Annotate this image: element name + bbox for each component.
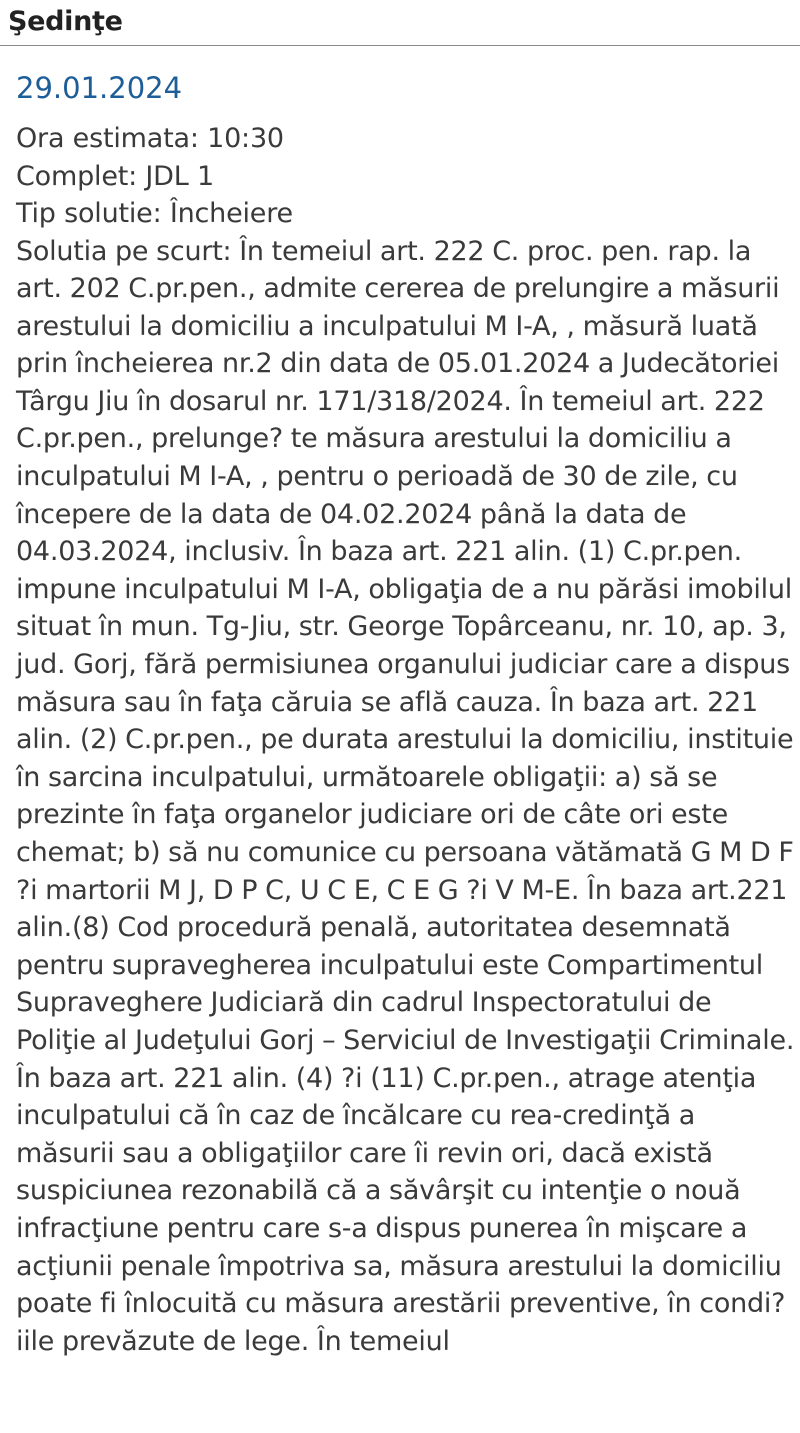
panel: Complet: JDL 1 bbox=[16, 160, 214, 192]
solution-summary: Solutia pe scurt: În temeiul art. 222 C. proc. pen. rap. la art. 202 C.pr.pen., admite cererea de prelungire a măsurii arestului la domiciliu a inculpatului M I-A, , măsură luată prin încheierea nr.2 din data de 05.01.2024 a Judecătoriei Târgu Jiu în dosarul nr. 171/318/2024. În temeiul art. 222 C.pr.pen., prelunge? te măsura arestului la domiciliu a inculpatului M I-A, , pentru o perioadă de 30 de zile, cu începere de la data de 04.02.2024 până la data de 04.03.2024, inclusiv. În baza art. 221 alin. (1) C.pr.pen. impune inculpatului M I-A, obligaţia de a nu părăsi imobilul situat în mun. Tg-Jiu, str. George Topârceanu, nr. 10, ap. 3, jud. Gorj, fără permisiunea organului judiciar care a dispus măsura sau în faţa căruia se află cauza. În baza art. 221 alin. (2) C.pr.pen., pe durata arestului la domiciliu, instituie în sarcina inculpatului, următoarele obligaţii: a) să se prezinte în faţa organelor judiciare ori de câte ori este chemat; b) să nu comunice cu persoana vătămată G M D F ?i martorii M J, D P C, U C E, C E G ?i V M-E. În baza art.221 alin.(8) Cod procedură penală, autoritatea desemnată pentru supravegherea inculpatului este Compartimentul Supraveghere Judiciară din cadrul Inspectoratului de Poliţie al Judeţului Gorj – Serviciul de Investigaţii Criminale. În baza art. 221 alin. (4) ?i (11) C.pr.pen., atrage atenţia inculpatului că în caz de încălcare cu rea-credinţă a măsurii sau a obligaţiilor care îi revin ori, dacă există suspiciunea rezonabilă că a săvârşit cu intenţie o nouă infracţiune pentru care s-a dispus punerea în mişcare a acţiunii penale împotriva sa, măsura arestului la domiciliu poate fi înlocuită cu măsura arestării preventive, în condi?iile prevăzute de lege. În temeiul bbox=[16, 235, 795, 1357]
estimated-time: Ora estimata: 10:30 bbox=[16, 123, 284, 154]
section-header bbox=[0, 0, 800, 46]
section-title: Şedinţe bbox=[8, 6, 123, 37]
session-date[interactable]: 29.01.2024 bbox=[16, 71, 183, 105]
solution-type: Tip solutie: Încheiere bbox=[16, 198, 293, 229]
session-entry bbox=[16, 66, 796, 1360]
